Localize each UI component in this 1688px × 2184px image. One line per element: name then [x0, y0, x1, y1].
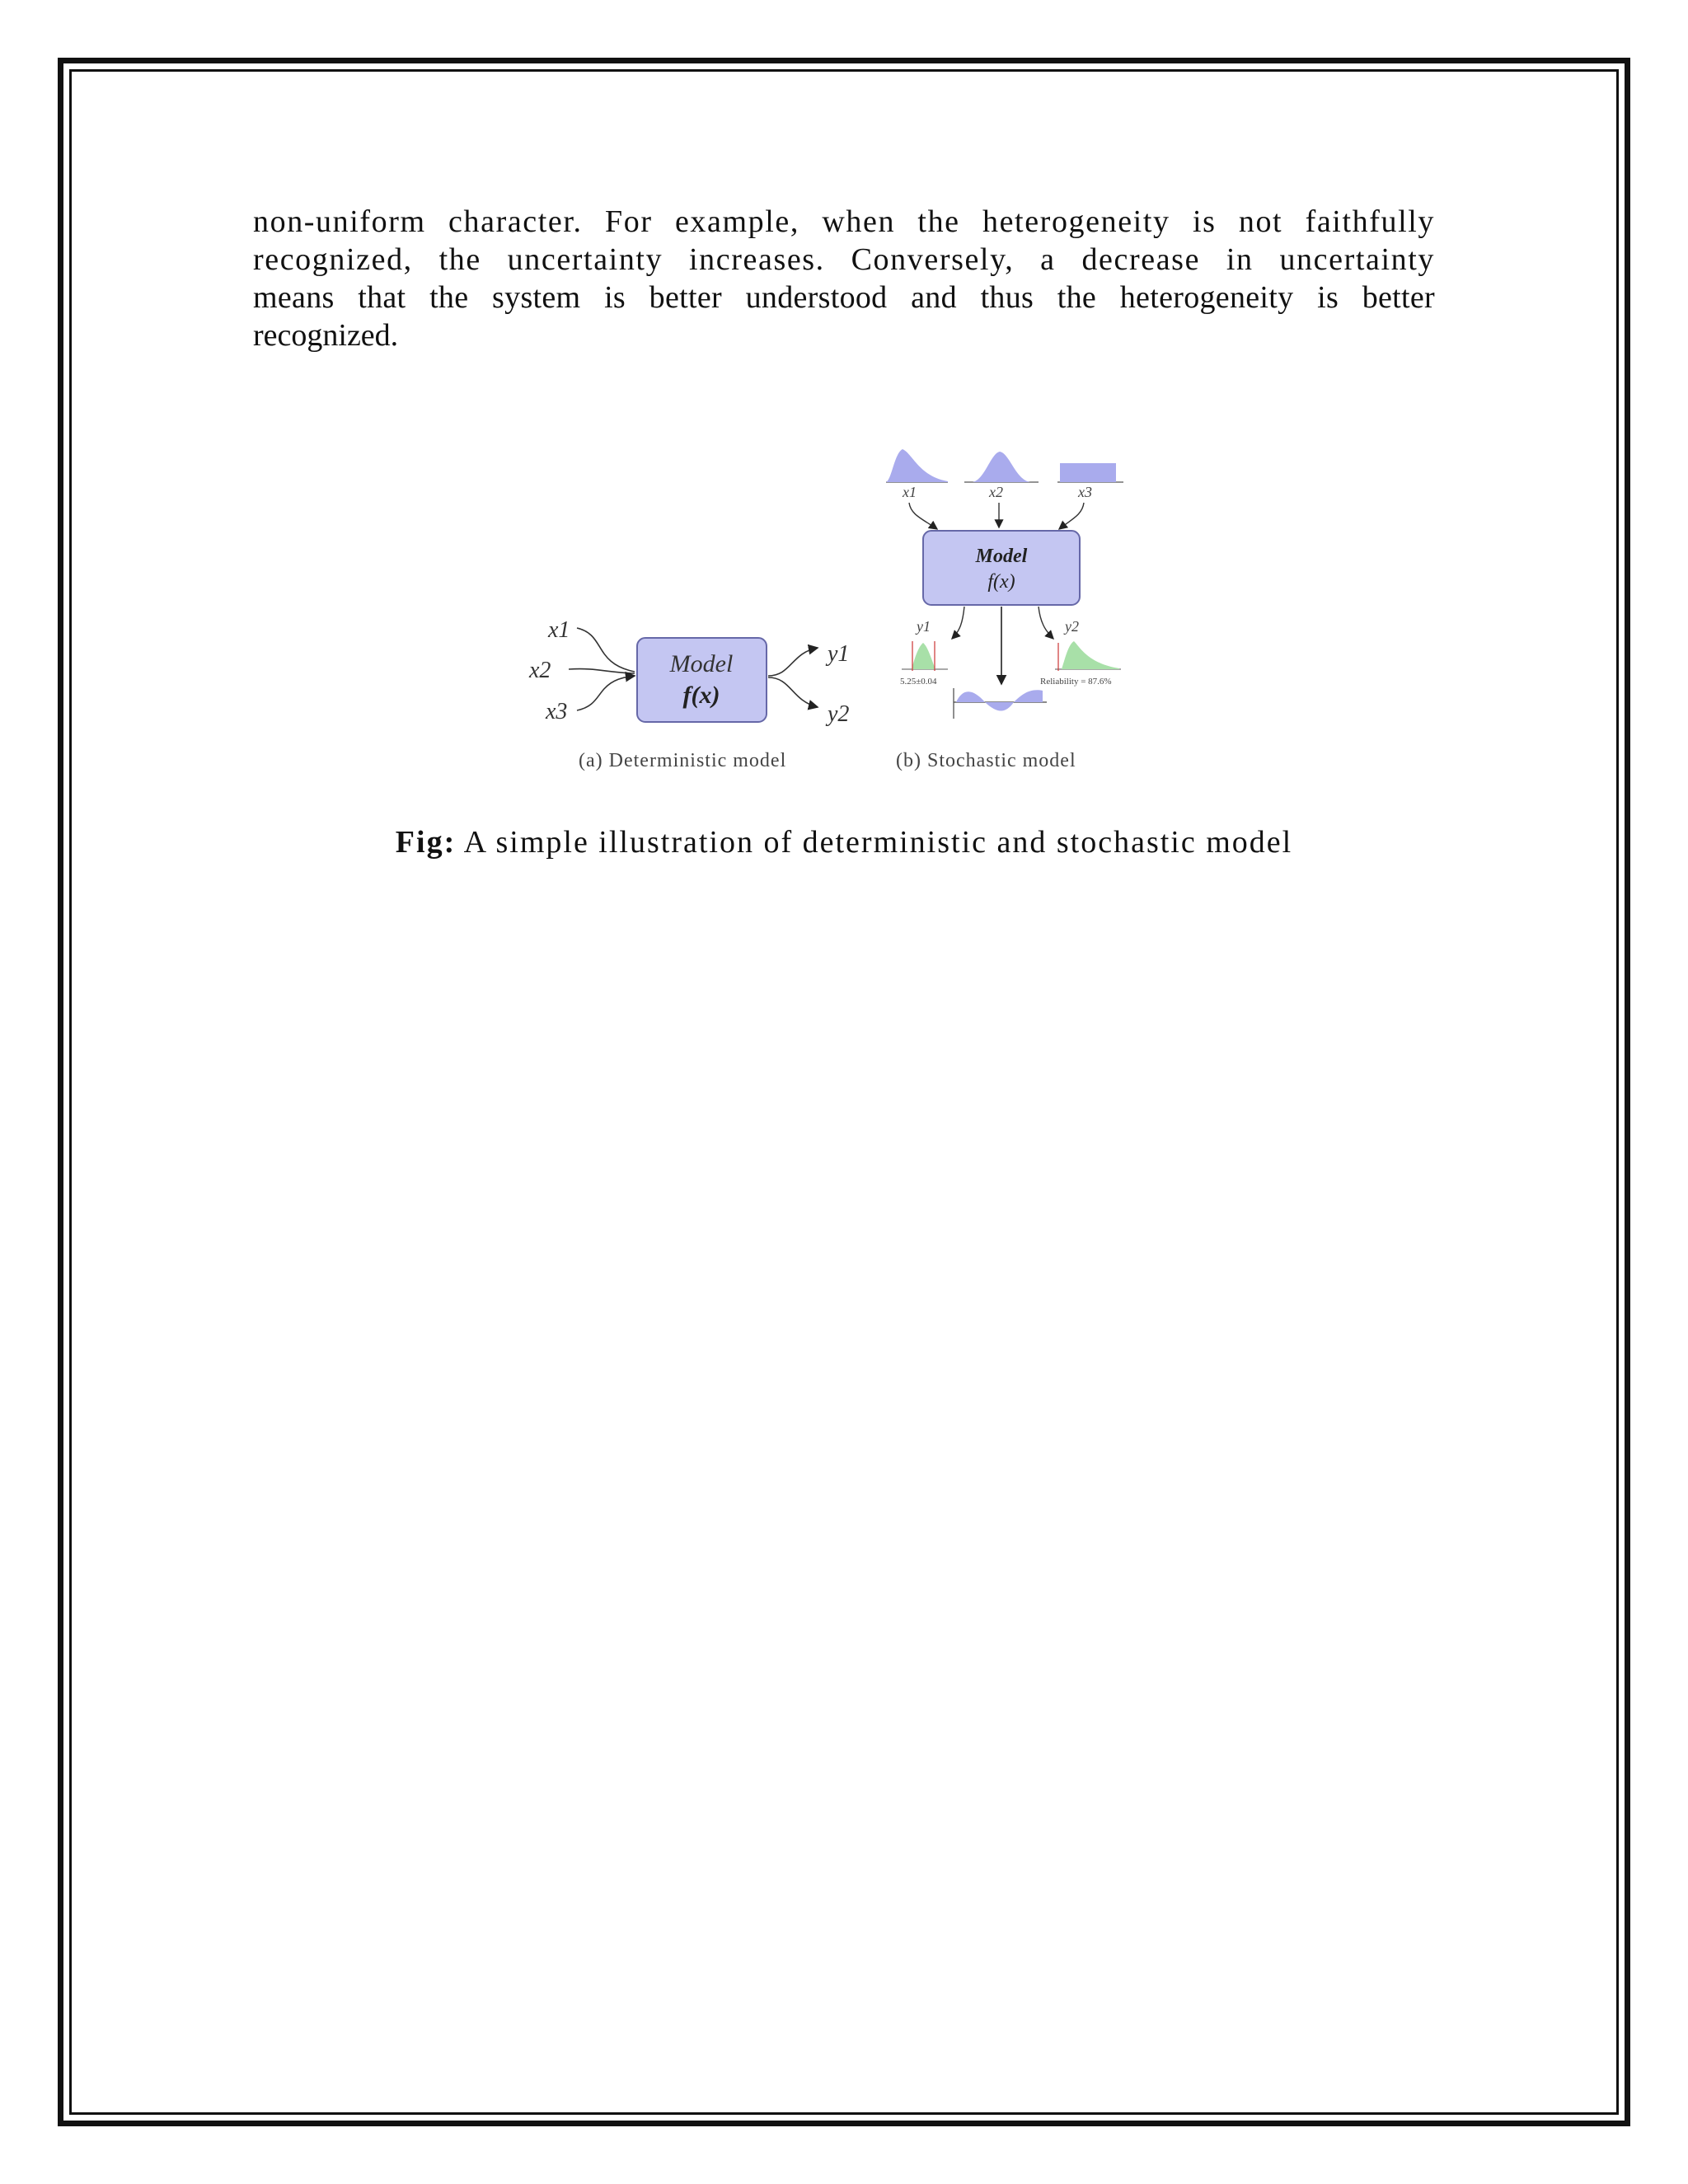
paragraph-line: means that the system is better understood and thus the heterogeneity is better [253, 280, 1435, 315]
model-figure [511, 437, 1170, 783]
body-paragraph [253, 203, 1435, 354]
det-model-title: Model [669, 650, 734, 677]
det-input-x3: x3 [546, 699, 568, 724]
figure-caption [0, 824, 1688, 860]
wave-shape-c [1014, 690, 1043, 702]
caption-prefix: Fig: [395, 825, 457, 860]
paragraph-line: recognized. [253, 318, 399, 353]
stoch-model-title: Model [975, 546, 1028, 567]
dist-y1-shape [912, 643, 935, 669]
paragraph-line: non-uniform character. For example, when the heterogeneity is not faithfully [253, 204, 1435, 239]
det-arrow-x3 [577, 676, 635, 710]
paragraph-line: recognized, the uncertainty increases. Conversely, a decrease in uncertainty [253, 242, 1435, 277]
stoch-arrow-x1 [909, 503, 937, 529]
det-input-x2: x2 [529, 658, 551, 683]
stoch-output-y1: y1 [917, 618, 931, 635]
dist-x1-shape [886, 449, 948, 482]
wave-shape-a [956, 691, 985, 702]
det-arrow-y2 [768, 677, 818, 707]
stoch-y1-note: 5.25±0.04 [900, 677, 937, 687]
stoch-arrow-x3 [1059, 503, 1084, 529]
det-arrow-x1 [577, 628, 635, 672]
det-output-y2: y2 [828, 701, 850, 727]
model-figure-svg [511, 437, 1170, 783]
stoch-input-x2: x2 [989, 484, 1003, 500]
stoch-output-y2: y2 [1065, 618, 1079, 635]
page-border-inner [69, 69, 1619, 2115]
dist-y2-shape [1062, 641, 1119, 669]
stoch-model-box [923, 531, 1080, 605]
stoch-model-func: f(x) [987, 571, 1015, 593]
stoch-input-x1: x1 [903, 484, 917, 500]
det-output-y1: y1 [828, 641, 850, 667]
dist-x3-shape [1060, 463, 1116, 482]
wave-shape-b [985, 702, 1014, 711]
stoch-input-x3: x3 [1078, 484, 1092, 500]
det-input-x1: x1 [548, 617, 570, 643]
deterministic-diagram [528, 617, 849, 771]
det-arrow-y1 [768, 648, 818, 676]
stoch-arrow-y2 [1039, 607, 1053, 639]
det-model-func: f(x) [682, 682, 720, 709]
stoch-label: (b) Stochastic model [896, 750, 1076, 771]
caption-text: A simple illustration of deterministic and stochastic model [456, 825, 1293, 860]
det-label: (a) Deterministic model [579, 750, 787, 771]
stoch-arrow-y1 [952, 607, 964, 639]
stoch-y2-note: Reliability = 87.6% [1040, 677, 1112, 687]
stochastic-diagram [886, 449, 1123, 771]
dist-x2-shape [973, 452, 1030, 482]
